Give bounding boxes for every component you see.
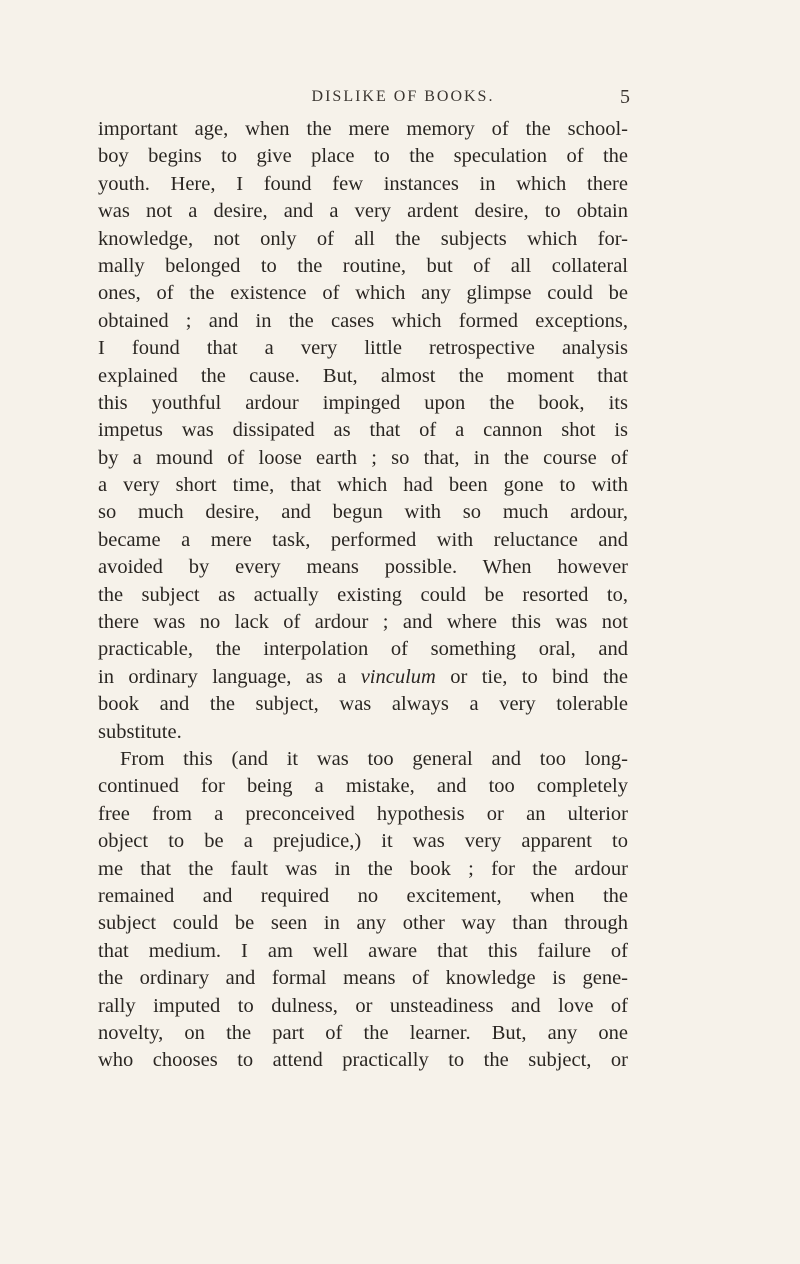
text-line: important age, when the mere memory of the school-	[98, 118, 628, 140]
text-line: me that the fault was in the book ; for the ardour	[98, 857, 628, 880]
page-number: 5	[620, 86, 630, 108]
text-line: obtained ; and in the cases which formed exceptions,	[98, 309, 628, 332]
text-line: that medium. I am well aware that this failure of	[98, 939, 628, 962]
text-line: who chooses to attend practically to the subject, or	[98, 1049, 628, 1072]
text-line-with-italic	[98, 664, 628, 691]
text-line: so much desire, and begun with so much ardour,	[98, 501, 628, 524]
text-line: book and the subject, was always a very tolerable	[98, 693, 628, 716]
text-line: there was no lack of ardour ; and where this was not	[98, 611, 628, 634]
body-text	[98, 116, 628, 1075]
text-line: object to be a prejudice,) it was very apparent to	[98, 830, 628, 853]
text-line: practicable, the interpolation of something oral, and	[98, 638, 628, 661]
text-line: impetus was dissipated as that of a cannon shot is	[98, 419, 628, 442]
text-line: youth. Here, I found few instances in which there	[98, 172, 628, 195]
text-line: the subject as actually existing could be resorted to,	[98, 583, 628, 606]
text-line: by a mound of loose earth ; so that, in the course of	[98, 446, 628, 469]
text-line: knowledge, not only of all the subjects which for-	[98, 227, 628, 250]
paragraph-end-line: substitute.	[98, 720, 182, 743]
text-line: avoided by every means possible. When however	[98, 556, 628, 579]
text-line: a very short time, that which had been gone to with	[98, 474, 628, 497]
text-line: explained the cause. But, almost the moment that	[98, 364, 628, 387]
line-text-after: or tie, to bind the	[435, 665, 628, 688]
text-line: boy begins to give place to the speculation of the	[98, 145, 628, 168]
text-line: ones, of the existence of which any glimpse could be	[98, 282, 628, 305]
line-text-before: in ordinary language, as a	[98, 665, 361, 688]
text-line: was not a desire, and a very ardent desire, to obtain	[98, 200, 628, 223]
text-line: continued for being a mistake, and too completely	[98, 775, 628, 798]
text-line: novelty, on the part of the learner. But, any one	[98, 1021, 628, 1044]
paragraph-start-line: From this (and it was too general and too long-	[120, 747, 628, 770]
text-line: I found that a very little retrospective analysis	[98, 337, 628, 360]
text-line: remained and required no excitement, when the	[98, 884, 628, 907]
text-line: subject could be seen in any other way than through	[98, 912, 628, 935]
text-line: rally imputed to dulness, or unsteadiness and love of	[98, 994, 628, 1017]
text-line: mally belonged to the routine, but of all collateral	[98, 254, 628, 277]
italic-term: vinculum	[360, 665, 436, 688]
text-line: free from a preconceived hypothesis or an ulterior	[98, 802, 628, 825]
text-line: the ordinary and formal means of knowledge is gene-	[98, 967, 628, 990]
text-line: this youthful ardour impinged upon the book, its	[98, 391, 628, 414]
running-title: DISLIKE OF BOOKS.	[311, 88, 495, 105]
text-line: became a mere task, performed with reluctance and	[98, 528, 628, 551]
